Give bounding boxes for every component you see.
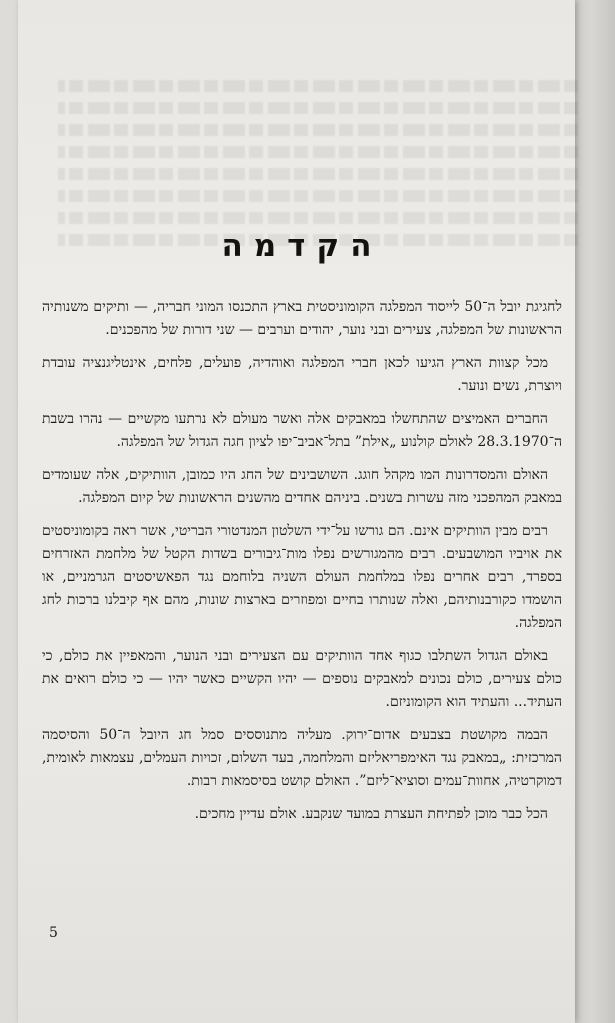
paragraph-5: רבים מבין הוותיקים אינם. הם גורשו על־ידי השלטון המנדטורי הבריטי, אשר ראה בקומוניסטים את אויביו המושבעים. רבים מהמגורשים נפלו מות־גיבורים בשדות הקטל של מלחמת האזרחים בספרד, רבים אחרים נפלו במלחמת העולם השניה בלוחמם נגד הפאשיסטים הגרמניים, או הושמדו כקורבנותיהם, ואלה שנותרו בחיים ומפוזרים בארצות שונות, מהם אף קיבלנו ברכות לחג המפלגה. bbox=[42, 523, 562, 631]
paragraph-4: האולם והמסדרונות המו מקהל חוגג. השושבינים של החג היו כמובן, הוותיקים, אלה שעומדים במאבק המהפכני מזה עשרות בשנים. ביניהם אחדים מהשנים הראשונות של קיום המפלגה. bbox=[42, 467, 562, 506]
next-page-edge bbox=[575, 0, 615, 1023]
page-number: 5 bbox=[49, 925, 58, 941]
paragraph-8: הכל כבר מוכן לפתיחת העצרת במועד שנקבע. אולם עדיין מחכים. bbox=[194, 806, 548, 822]
paragraph-6: באולם הגדול השתלבו כגוף אחד הוותיקים עם הצעירים ובני הנוער, והמאפיין את כולם, כי כולם צעירים, כולם נכונים למאבקים נוספים — יהיו הקשיים כאשר יהיו — כי כולם רואים את העתיד... והעתיד הוא הקומוניזם. bbox=[42, 648, 562, 710]
chapter-title: הקדמה bbox=[221, 228, 383, 264]
paragraph-7: הבמה מקושטת בצבעים אדום־ירוק. מעליה מתנוססים סמל חג היובל ה־50 והסיסמה המרכזית: „במאבק נגד האימפריאליזם והמלחמה, בעד השלום, זכויות העמלים, עצמאות לאומית, דמוקרטיה, אחוות־עמים וסוציא־ליזם”. האולם קושט בסיסמאות רבות. bbox=[42, 727, 562, 789]
paragraph-3: החברים האמיצים שהתחשלו במאבקים אלה ואשר מעולם לא נרתעו מקשיים — נהרו בשבת ה־28.3.1970 לאולם קולנוע „אילת” בתל־אביב־יפו לציון חגה הגדול של המפלגה. bbox=[42, 411, 562, 450]
page-content bbox=[42, 226, 562, 836]
paragraph-1: לחגיגת יובל ה־50 לייסוד המפלגה הקומוניסטית בארץ התכנסו המוני חבריה, — ותיקים משנותיה הראשונות של המפלגה, צעירים ובני נוער, יהודים וערבים — שני דורות של מהפכנים. bbox=[42, 299, 562, 338]
paragraph-2: מכל קצוות הארץ הגיעו לכאן חברי המפלגה ואוהדיה, פועלים, פלחים, אינטליגנציה עובדת ויוצרת, נשים ונוער. bbox=[42, 355, 562, 394]
